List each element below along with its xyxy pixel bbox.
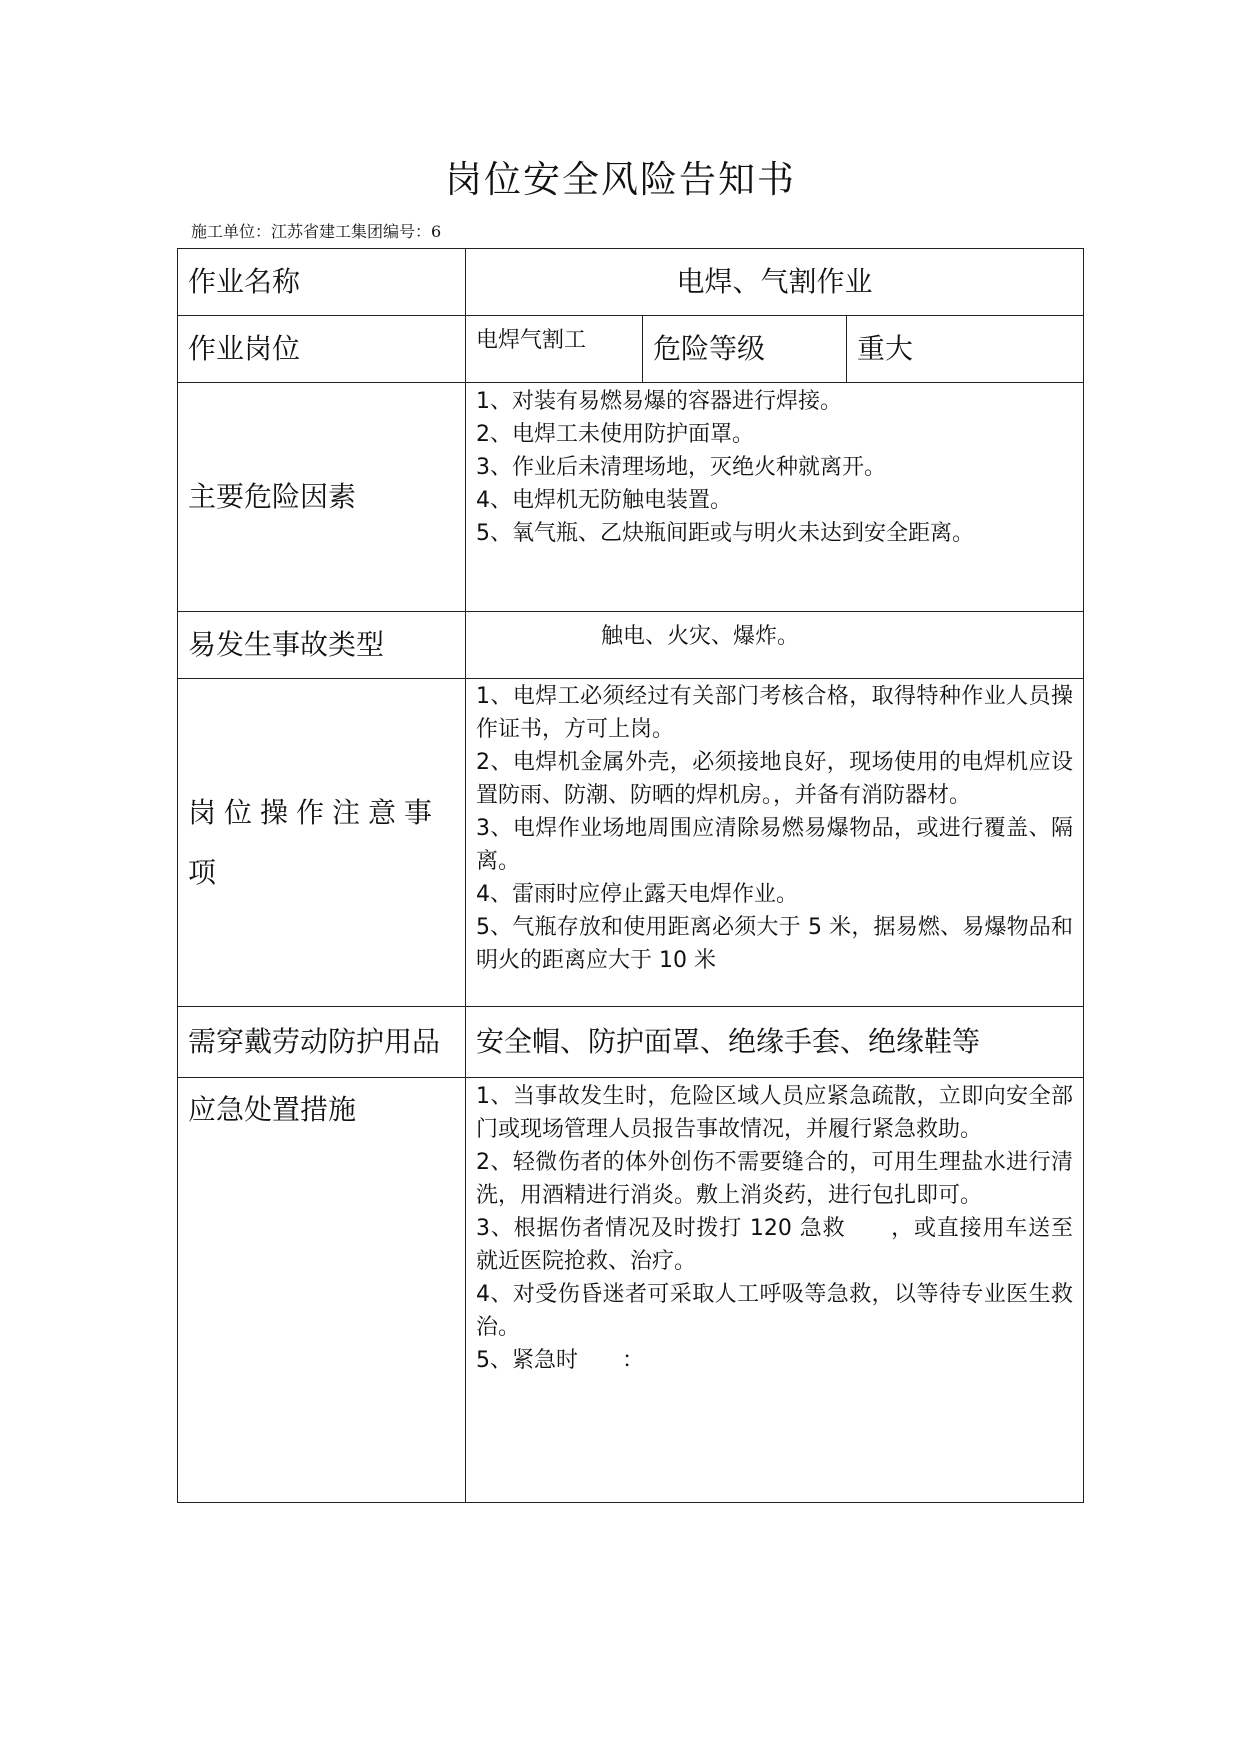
- post-value: 电焊气割工: [476, 328, 587, 353]
- accident-label: 易发生事故类型: [188, 628, 385, 661]
- ppe-value-cell: [465, 1006, 1084, 1078]
- job-name-label-cell: [177, 248, 466, 316]
- emergency-item: 3、根据伤者情况及时拨打 120 急救 ，或直接用车送至就近医院抢救、治疗。: [476, 1216, 1073, 1274]
- precautions-label-cell: [177, 678, 466, 1007]
- hazard-item: 2、电焊工未使用防护面罩。: [476, 422, 754, 447]
- risk-level-label: 危险等级: [653, 332, 766, 365]
- emergency-item: 5、紧急时 ：: [476, 1348, 644, 1373]
- risk-level-label-cell: [642, 315, 847, 383]
- precautions-label: 岗位操作注意事项: [188, 795, 441, 889]
- emergency-item: 4、对受伤昏迷者可采取人工呼吸等急救，以等待专业医生救治。: [476, 1282, 1073, 1340]
- job-name-value: 电焊、气割作业: [676, 265, 873, 298]
- hazard-item: 4、电焊机无防触电装置。: [476, 488, 732, 513]
- ppe-value: 安全帽、防护面罩、绝缘手套、绝缘鞋等: [476, 1025, 981, 1058]
- hazards-list: [466, 385, 1083, 550]
- precautions-list-cell: [465, 678, 1084, 1007]
- precaution-item: 2、电焊机金属外壳，必须接地良好，现场使用的电焊机应设置防雨、防潮、防晒的焊机房。，并备有消防器材。: [476, 750, 1073, 808]
- emergency-list-cell: [465, 1077, 1084, 1503]
- post-value-cell: [465, 315, 643, 383]
- document-title: 岗位安全风险告知书: [445, 158, 796, 201]
- precautions-list: [466, 680, 1083, 977]
- hazards-label-cell: [177, 382, 466, 612]
- risk-level-value-cell: [846, 315, 1084, 383]
- precaution-item: 4、雷雨时应停止露天电焊作业。: [476, 882, 798, 907]
- emergency-item: 1、当事故发生时，危险区域人员应紧急疏散，立即向安全部门或现场管理人员报告事故情况，并履行紧急救助。: [476, 1084, 1073, 1142]
- accident-label-cell: [177, 611, 466, 679]
- precaution-item: 5、气瓶存放和使用距离必须大于 5 米，据易燃、易爆物品和明火的距离应大于 10 米: [476, 915, 1073, 973]
- document-subtitle: 施工单位：江苏省建工集团编号：6: [191, 222, 442, 241]
- emergency-label-cell: [177, 1077, 466, 1503]
- job-name-value-cell: [465, 248, 1084, 316]
- hazard-item: 3、作业后未清理场地，灭绝火种就离开。: [476, 455, 886, 480]
- hazards-list-cell: [465, 382, 1084, 612]
- emergency-label: 应急处置措施: [188, 1093, 357, 1126]
- precaution-item: 1、电焊工必须经过有关部门考核合格，取得特种作业人员操作证书，方可上岗。: [476, 684, 1073, 742]
- post-label-cell: [177, 315, 466, 383]
- accident-value-cell: [465, 611, 1084, 679]
- hazard-item: 1、对装有易燃易爆的容器进行焊接。: [476, 389, 842, 414]
- emergency-list: [466, 1080, 1083, 1377]
- ppe-label: 需穿戴劳动防护用品: [188, 1025, 441, 1058]
- ppe-label-cell: [177, 1006, 466, 1078]
- job-name-label: 作业名称: [188, 265, 301, 298]
- post-label: 作业岗位: [188, 332, 301, 365]
- emergency-item: 2、轻微伤者的体外创伤不需要缝合的，可用生理盐水进行清洗，用酒精进行消炎。敷上消炎药，进行包扎即可。: [476, 1150, 1073, 1208]
- risk-level-value: 重大: [857, 332, 914, 365]
- precaution-item: 3、电焊作业场地周围应清除易燃易爆物品，或进行覆盖、隔离。: [476, 816, 1073, 874]
- accident-value: 触电、火灾、爆炸。: [601, 624, 800, 649]
- hazard-item: 5、氧气瓶、乙炔瓶间距或与明火未达到安全距离。: [476, 521, 974, 546]
- hazards-label: 主要危险因素: [188, 480, 357, 513]
